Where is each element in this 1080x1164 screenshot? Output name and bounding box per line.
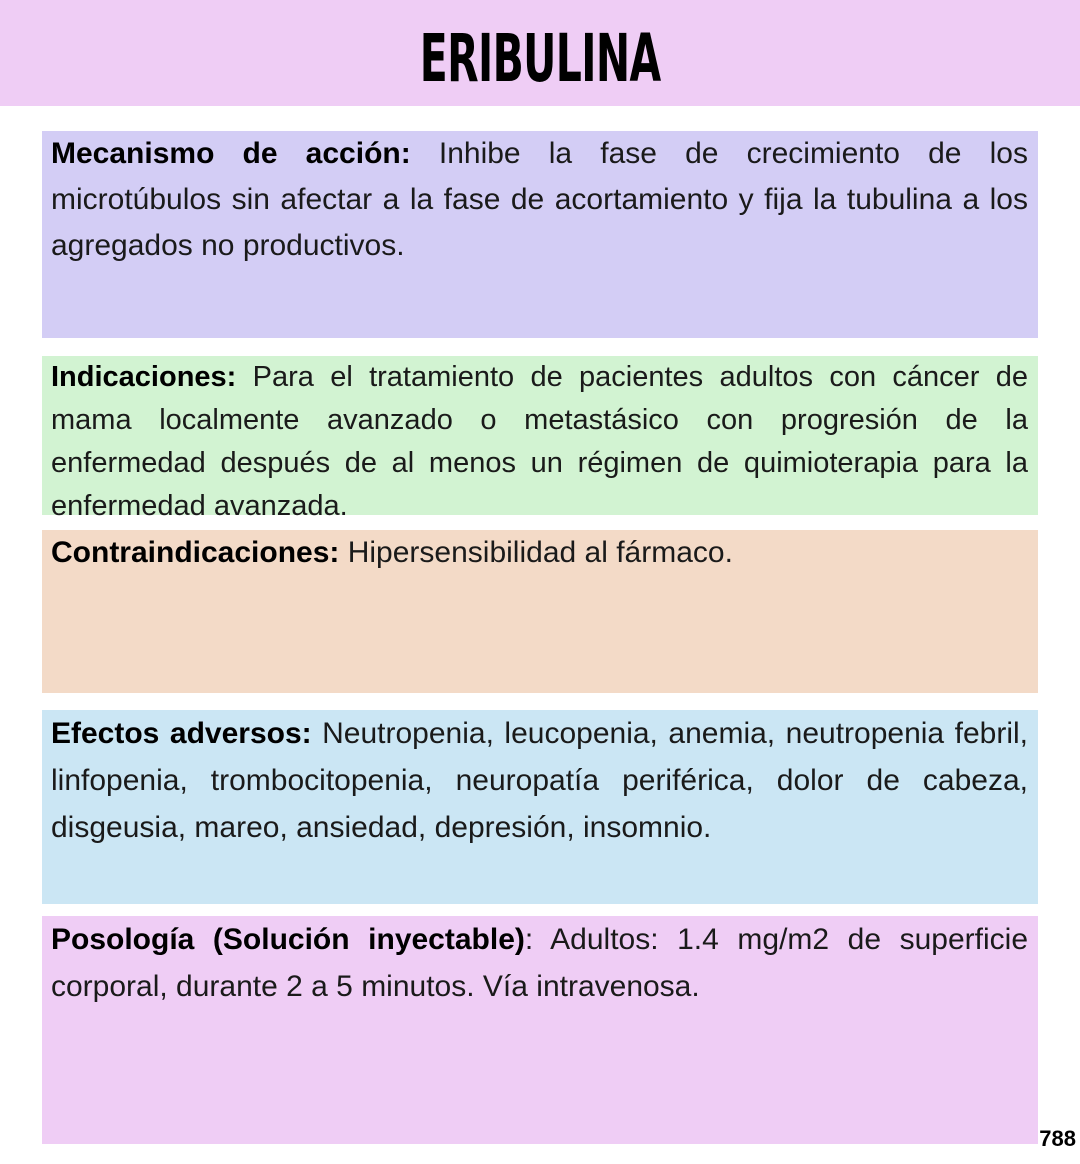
- section-label: Mecanismo de acción:: [51, 137, 411, 170]
- section-body: [51, 131, 1028, 269]
- section-text: Neutropenia, leucopenia, anemia, neutropenia febril, linfopenia, trombocitopenia, neuropatía periférica, dolor de cabeza, disgeusia, mareo, ansiedad, depresión, insomnio.: [51, 717, 1028, 844]
- section-mecanismo: [42, 131, 1038, 338]
- section-posologia: [42, 916, 1038, 1144]
- section-body: [51, 530, 1028, 576]
- section-label: Contraindicaciones:: [51, 536, 340, 569]
- section-indicaciones: [42, 356, 1038, 522]
- page-number: 788: [1039, 1126, 1076, 1151]
- section-text: : Adultos: 1.4 mg/m2 de superficie corporal, durante 2 a 5 minutos. Vía intravenosa.: [51, 923, 1029, 1003]
- section-body: [51, 710, 1028, 851]
- section-body: [51, 356, 1028, 528]
- section-label: Posología (Solución inyectable): [51, 923, 525, 956]
- section-label: Efectos adversos:: [51, 717, 312, 750]
- page-title: ERIBULINA: [419, 19, 661, 97]
- section-contraindicaciones: [42, 530, 1038, 693]
- section-efectos-adversos: [42, 710, 1038, 904]
- title-banner: [0, 0, 1080, 106]
- section-text: Para el tratamiento de pacientes adultos con cáncer de mama localmente avanzado o metastásico con progresión de la enfermedad después de al menos un régimen de quimioterapia para la enfermedad avanzada.: [51, 361, 1028, 522]
- section-text: Inhibe la fase de crecimiento de los microtúbulos sin afectar a la fase de acortamiento y fija la tubulina a los agregados no productivos.: [51, 137, 1028, 262]
- section-body: [51, 916, 1028, 1010]
- section-label: Indicaciones:: [51, 361, 237, 393]
- section-text: Hipersensibilidad al fármaco.: [339, 536, 733, 569]
